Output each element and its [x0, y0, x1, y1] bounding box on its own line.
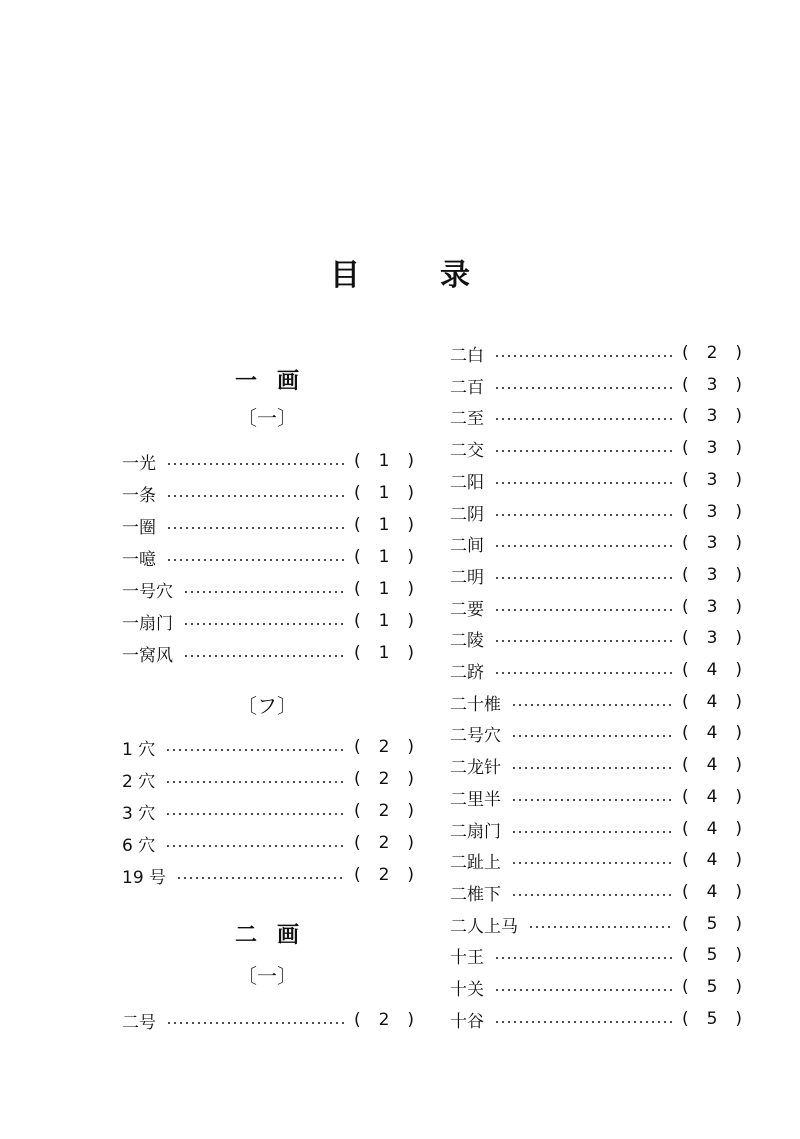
entry-term: 一噫	[122, 549, 156, 570]
entry-page: ( 1 )	[354, 547, 414, 567]
entry-page: ( 1 )	[354, 643, 414, 663]
entry-term: 一光	[122, 453, 156, 474]
entry-page: ( 3 )	[682, 533, 742, 553]
toc-entry[interactable]	[450, 690, 742, 714]
entry-term: 二龙针	[450, 757, 501, 778]
leader-dots	[166, 463, 344, 465]
toc-entry[interactable]	[450, 880, 742, 904]
entry-term: 一条	[122, 485, 156, 506]
entry-term: 3 穴	[122, 803, 156, 824]
leader-dots	[494, 1021, 672, 1023]
leader-dots	[494, 482, 672, 484]
entry-term: 二明	[450, 567, 484, 588]
entry-term: 二扇门	[450, 821, 501, 842]
entry-page: ( 5 )	[682, 914, 742, 934]
toc-entry[interactable]	[122, 545, 414, 569]
leader-dots	[166, 527, 344, 529]
entry-term: 二阴	[450, 504, 484, 525]
entry-term: 2 穴	[122, 771, 156, 792]
leader-dots	[165, 813, 344, 815]
entry-term: 二椎下	[450, 884, 501, 905]
entry-page: ( 3 )	[682, 502, 742, 522]
entry-page: ( 3 )	[682, 406, 742, 426]
entry-page: ( 1 )	[354, 483, 414, 503]
entry-term: 19 号	[122, 867, 167, 888]
toc-entry[interactable]	[450, 531, 742, 555]
entry-term: 二里半	[450, 789, 501, 810]
entry-term: 二趾上	[450, 852, 501, 873]
entry-term: 二百	[450, 377, 484, 398]
toc-entry[interactable]	[122, 735, 414, 759]
entry-page: ( 3 )	[682, 628, 742, 648]
toc-entry[interactable]	[122, 831, 414, 855]
entry-term: 二十椎	[450, 694, 501, 715]
entry-term: 二号穴	[450, 725, 501, 746]
entry-term: 十关	[450, 979, 484, 1000]
leader-dots	[494, 387, 672, 389]
entry-term: 二号	[122, 1012, 156, 1033]
toc-entry[interactable]	[122, 609, 414, 633]
entry-page: ( 3 )	[682, 438, 742, 458]
entry-page: ( 2 )	[354, 1010, 414, 1030]
leader-dots	[511, 704, 672, 706]
leader-dots	[511, 767, 672, 769]
page-title: 目录	[330, 258, 550, 293]
entry-term: 一号穴	[122, 581, 173, 602]
entry-page: ( 1 )	[354, 579, 414, 599]
leader-dots	[494, 418, 672, 420]
toc-entry[interactable]	[450, 943, 742, 967]
toc-entry[interactable]	[450, 721, 742, 745]
section-heading: 二画	[234, 923, 319, 948]
entry-term: 二陵	[450, 630, 484, 651]
leader-dots	[494, 957, 672, 959]
entry-term: 二阳	[450, 472, 484, 493]
group-label: 〔一〕	[237, 406, 297, 430]
toc-entry[interactable]	[122, 577, 414, 601]
entry-page: ( 5 )	[682, 945, 742, 965]
entry-term: 十王	[450, 947, 484, 968]
entry-term: 一圈	[122, 517, 156, 538]
leader-dots	[165, 749, 344, 751]
leader-dots	[183, 591, 344, 593]
leader-dots	[183, 655, 344, 657]
leader-dots	[494, 609, 672, 611]
toc-entry[interactable]	[450, 373, 742, 397]
entry-page: ( 2 )	[354, 737, 414, 757]
leader-dots	[494, 640, 672, 642]
toc-entry[interactable]	[450, 563, 742, 587]
toc-entry[interactable]	[450, 753, 742, 777]
entry-page: ( 3 )	[682, 597, 742, 617]
toc-entry[interactable]	[450, 436, 742, 460]
leader-dots	[166, 495, 344, 497]
leader-dots	[494, 577, 672, 579]
entry-page: ( 2 )	[354, 769, 414, 789]
leader-dots	[511, 799, 672, 801]
leader-dots	[176, 877, 344, 879]
toc-entry[interactable]	[450, 785, 742, 809]
toc-entry[interactable]	[450, 341, 742, 365]
leader-dots	[494, 355, 672, 357]
entry-page: ( 4 )	[682, 819, 742, 839]
entry-page: ( 4 )	[682, 787, 742, 807]
leader-dots	[183, 623, 344, 625]
leader-dots	[165, 845, 344, 847]
entry-page: ( 2 )	[682, 343, 742, 363]
leader-dots	[528, 926, 672, 928]
toc-entry[interactable]	[450, 626, 742, 650]
entry-page: ( 1 )	[354, 451, 414, 471]
leader-dots	[494, 989, 672, 991]
entry-term: 二白	[450, 345, 484, 366]
leader-dots	[165, 781, 344, 783]
leader-dots	[511, 862, 672, 864]
leader-dots	[511, 894, 672, 896]
entry-page: ( 4 )	[682, 723, 742, 743]
entry-term: 二要	[450, 599, 484, 620]
entry-term: 二至	[450, 408, 484, 429]
entry-term: 一窝风	[122, 645, 173, 666]
entry-page: ( 3 )	[682, 565, 742, 585]
entry-page: ( 3 )	[682, 375, 742, 395]
toc-entry[interactable]	[450, 912, 742, 936]
toc-entry[interactable]	[450, 404, 742, 428]
entry-page: ( 2 )	[354, 833, 414, 853]
leader-dots	[494, 514, 672, 516]
entry-term: 二跻	[450, 662, 484, 683]
entry-page: ( 4 )	[682, 882, 742, 902]
toc-entry[interactable]	[122, 1008, 414, 1032]
entry-term: 6 穴	[122, 835, 156, 856]
entry-page: ( 4 )	[682, 692, 742, 712]
leader-dots	[511, 735, 672, 737]
entry-term: 二人上马	[450, 916, 518, 937]
entry-page: ( 4 )	[682, 660, 742, 680]
entry-page: ( 5 )	[682, 1009, 742, 1029]
entry-term: 二间	[450, 535, 484, 556]
entry-page: ( 4 )	[682, 850, 742, 870]
group-label: 〔一〕	[237, 964, 297, 988]
toc-entry[interactable]	[450, 595, 742, 619]
entry-term: 一扇门	[122, 613, 173, 634]
toc-entry[interactable]	[450, 1007, 742, 1031]
group-label: 〔フ〕	[237, 694, 297, 718]
toc-entry[interactable]	[450, 817, 742, 841]
toc-entry[interactable]	[450, 468, 742, 492]
toc-entry[interactable]	[122, 799, 414, 823]
toc-entry[interactable]	[122, 513, 414, 537]
section-heading: 一画	[234, 369, 319, 394]
entry-page: ( 4 )	[682, 755, 742, 775]
leader-dots	[494, 672, 672, 674]
entry-page: ( 5 )	[682, 977, 742, 997]
toc-entry[interactable]	[122, 641, 414, 665]
toc-entry[interactable]	[122, 767, 414, 791]
leader-dots	[511, 831, 672, 833]
toc-entry[interactable]	[122, 481, 414, 505]
entry-term: 二交	[450, 440, 484, 461]
toc-entry[interactable]	[450, 848, 742, 872]
entry-term: 十谷	[450, 1011, 484, 1032]
leader-dots	[166, 1022, 344, 1024]
entry-page: ( 1 )	[354, 611, 414, 631]
leader-dots	[166, 559, 344, 561]
leader-dots	[494, 545, 672, 547]
entry-page: ( 2 )	[354, 801, 414, 821]
leader-dots	[494, 450, 672, 452]
entry-term: 1 穴	[122, 739, 156, 760]
toc-entry[interactable]	[450, 975, 742, 999]
entry-page: ( 1 )	[354, 515, 414, 535]
toc-entry[interactable]	[122, 449, 414, 473]
toc-entry[interactable]	[450, 658, 742, 682]
entry-page: ( 2 )	[354, 865, 414, 885]
entry-page: ( 3 )	[682, 470, 742, 490]
toc-entry[interactable]	[450, 500, 742, 524]
toc-entry[interactable]	[122, 863, 414, 887]
